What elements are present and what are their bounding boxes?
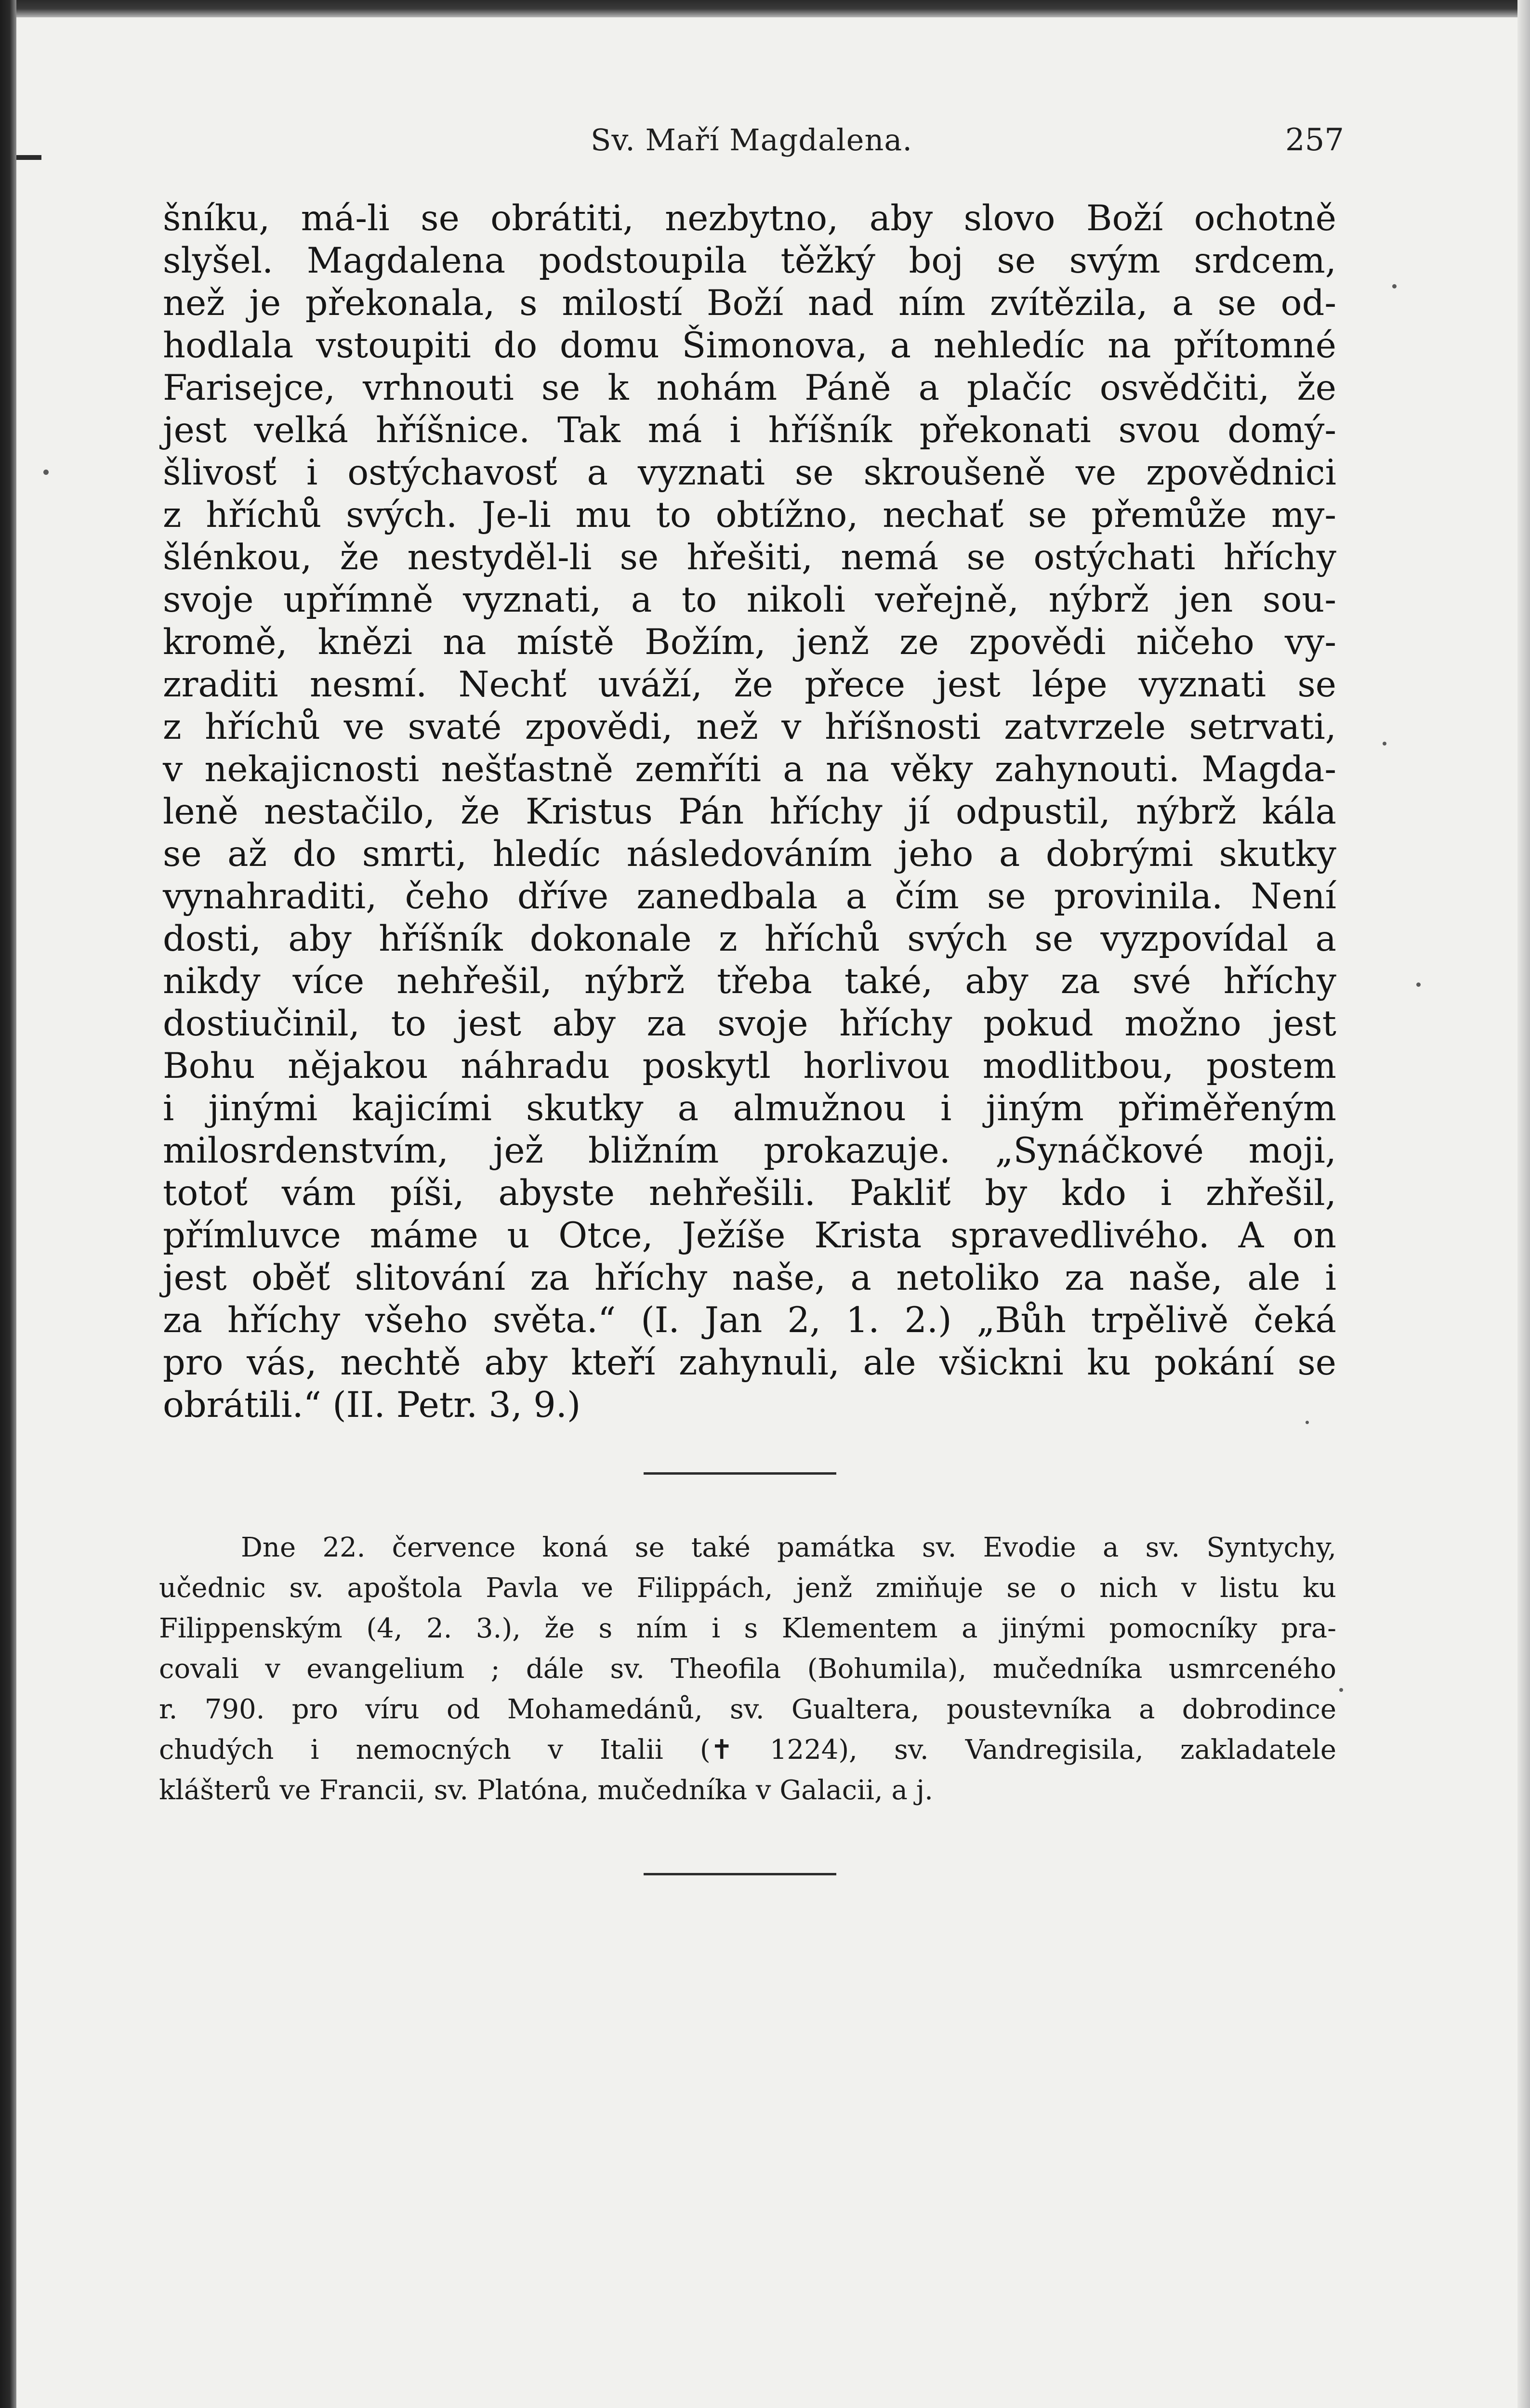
- margin-mark: [16, 155, 41, 160]
- text-line: nikdy více nehřešil, nýbrž třeba také, aby za své hříchy: [163, 961, 1336, 1002]
- text-line: hodlala vstoupiti do domu Šimonova, a nehledíc na přítomné: [163, 325, 1336, 366]
- text-line: šlivosť i ostýchavosť a vyznati se skroušeně ve zpovědnici: [163, 452, 1336, 493]
- scan-speck: [1392, 284, 1397, 288]
- scan-speck: [1306, 1421, 1309, 1424]
- text-line: milosrdenstvím, jež bližním prokazuje. „Synáčkové moji,: [163, 1130, 1336, 1171]
- section-divider: [644, 1472, 836, 1475]
- text-line: šníku, má-li se obrátiti, nezbytno, aby slovo Boží ochotně: [163, 198, 1336, 239]
- scan-speck: [1383, 742, 1386, 746]
- text-line: dostiučinil, to jest aby za svoje hříchy pokud možno jest: [163, 1003, 1336, 1044]
- running-header: [159, 114, 1344, 167]
- footnote-line: klášterů ve Francii, sv. Platóna, mučedníka v Galacii, a j.: [159, 1775, 933, 1806]
- running-title: Sv. Maří Magdalena.: [590, 122, 913, 157]
- text-line: než je překonala, s milostí Boží nad ním zvítězila, a se od-: [163, 283, 1336, 324]
- text-line: obrátili.“ (II. Petr. 3, 9.): [163, 1385, 581, 1426]
- text-line: přímluvce máme u Otce, Ježíše Krista spravedlivého. A on: [163, 1215, 1336, 1256]
- text-line: i jinými kajicími skutky a almužnou i jiným přiměřeným: [163, 1088, 1336, 1129]
- text-line: svoje upřímně vyznati, a to nikoli veřejně, nýbrž jen sou-: [163, 579, 1336, 620]
- footnote-line: covali v evangelium ; dále sv. Theofila (Bohumila), mučedníka usmrceného: [159, 1653, 1336, 1685]
- text-line: leně nestačilo, že Kristus Pán hříchy jí odpustil, nýbrž kála: [163, 791, 1336, 832]
- text-line: se až do smrti, hledíc následováním jeho a dobrými skutky: [163, 834, 1336, 875]
- footnote: [159, 1528, 1336, 1811]
- page-number: 257: [1285, 122, 1344, 158]
- text-line: z hříchů svých. Je-li mu to obtížno, nechať se přemůže my-: [163, 495, 1336, 536]
- footnote-line: chudých i nemocných v Italii (✝ 1224), sv. Vandregisila, zakladatele: [159, 1734, 1336, 1766]
- text-line: z hříchů ve svaté zpovědi, než v hříšnosti zatvrzele setrvati,: [163, 707, 1336, 747]
- scan-speck: [1339, 1688, 1343, 1692]
- text-line: vynahraditi, čeho dříve zanedbala a čím se provinila. Není: [163, 876, 1336, 917]
- text-line: za hříchy všeho světa.“ (I. Jan 2, 1. 2.) „Bůh trpělivě čeká: [163, 1300, 1336, 1341]
- text-line: Farisejce, vrhnouti se k nohám Páně a plačíc osvědčiti, že: [163, 367, 1336, 408]
- text-line: slyšel. Magdalena podstoupila těžký boj se svým srdcem,: [163, 240, 1336, 281]
- text-line: zraditi nesmí. Nechť uváží, že přece jest lépe vyznati se: [163, 664, 1336, 705]
- text-line: totoť vám píši, abyste nehřešili. Pakliť by kdo i zhřešil,: [163, 1173, 1336, 1214]
- text-line: pro vás, nechtě aby kteří zahynuli, ale všicknі ku pokání se: [163, 1342, 1336, 1383]
- text-line: v nekajicnosti nešťastně zemříti a na věky zahynouti. Magda-: [163, 749, 1336, 790]
- scan-border-right: [1517, 0, 1530, 2408]
- text-line: dosti, aby hříšník dokonale z hříchů svých se vyzpovídal a: [163, 918, 1336, 959]
- section-divider: [644, 1873, 836, 1875]
- footnote-line: r. 790. pro víru od Mohamedánů, sv. Gualtera, poustevníka a dobrodince: [159, 1694, 1336, 1725]
- footnote-line: Filippenským (4, 2. 3.), že s ním i s Klementem a jinými pomocníky pra-: [159, 1613, 1336, 1644]
- footnote-line: Dne 22. července koná se také památka sv. Evodie a sv. Syntychy,: [241, 1532, 1336, 1563]
- scan-border-left: [0, 0, 16, 2408]
- scan-speck: [43, 470, 49, 475]
- text-line: Bohu nějakou náhradu poskytl horlivou modlitbou, postem: [163, 1046, 1336, 1086]
- text-line: kromě, knězi na místě Božím, jenž ze zpovědi ničeho vy-: [163, 622, 1336, 663]
- main-text: [163, 197, 1336, 1426]
- text-line: šlénkou, že nestyděl-li se hřešiti, nemá se ostýchati hříchy: [163, 537, 1336, 578]
- text-line: jest oběť slitování za hříchy naše, a netoliko za naše, ale i: [163, 1257, 1336, 1298]
- scan-speck: [1416, 982, 1421, 987]
- text-line: jest velká hříšnice. Tak má i hříšník překonati svou domý-: [163, 410, 1336, 451]
- scan-border-top: [0, 0, 1530, 17]
- footnote-line: učednic sv. apoštola Pavla ve Filippách, jenž zmiňuje se o nich v listu ku: [159, 1572, 1336, 1604]
